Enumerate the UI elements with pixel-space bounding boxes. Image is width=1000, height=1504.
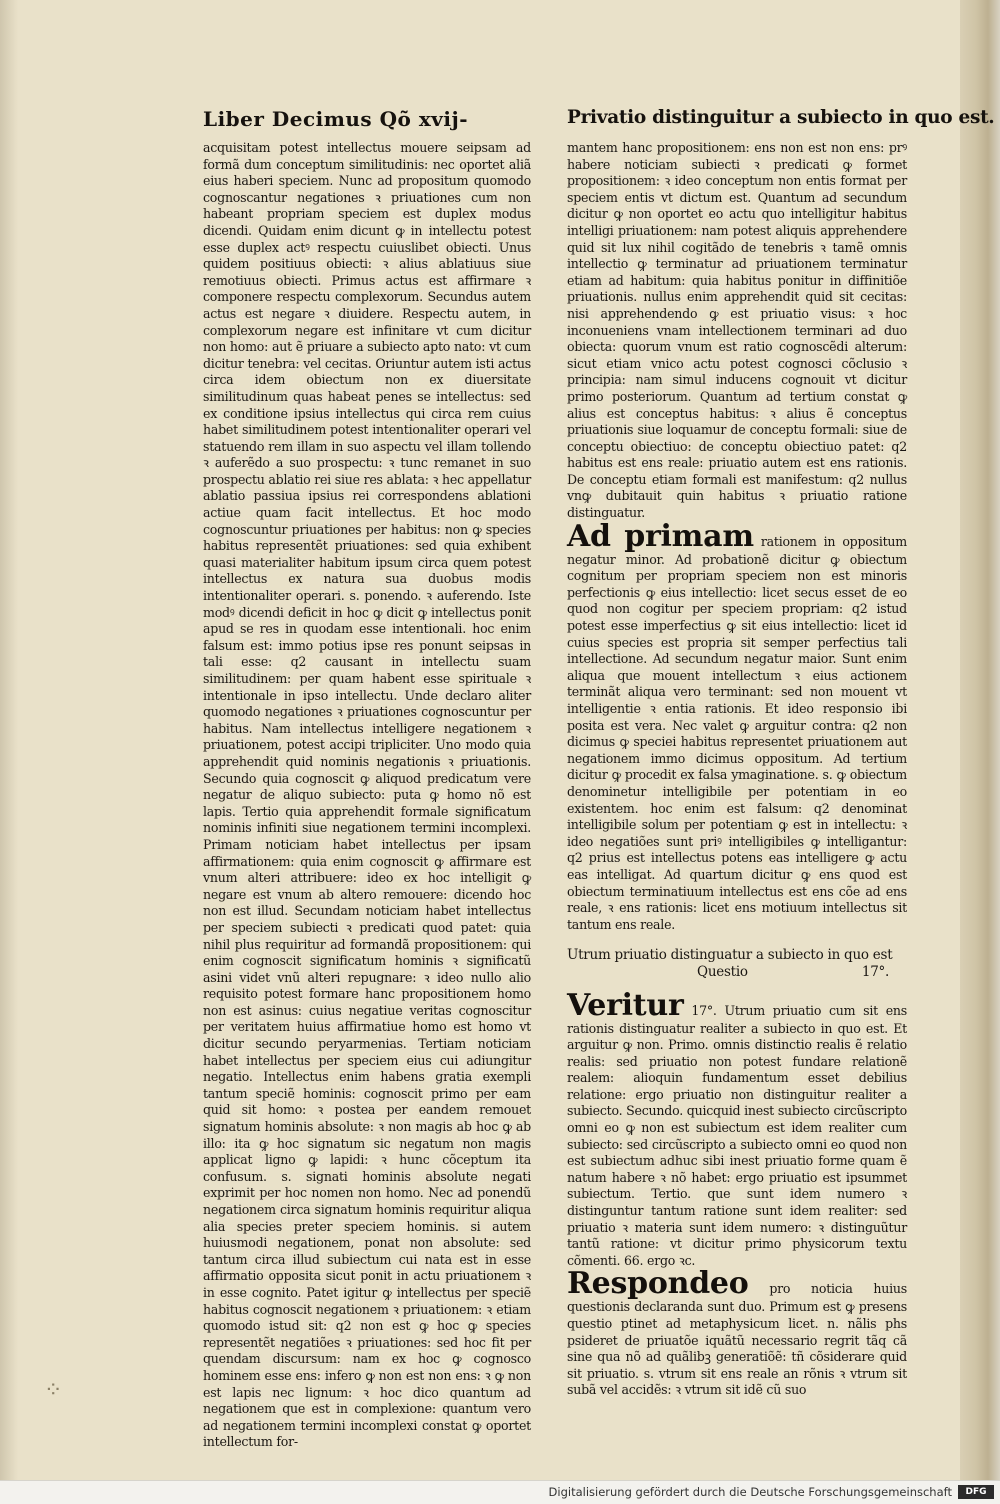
- ad-primam-paragraph: [567, 518, 907, 934]
- respondeo-paragraph: [567, 1266, 907, 1399]
- ad-primam-text: rationem in oppositum negatur minor. Ad probationẽ dicitur ꝙ obiectum cognitum per propriam speciem non est minoris perfectionis ꝙ eius intellectio: licet secus esset de eo quod non cogitur per speciem propriam: q2 istud potest esse imperfectius ꝙ sit eius intellectio: licet id cuius species est propria sit semper perfectius tali intellectione. Ad secundum negatur maior. Sunt enim aliqua que mouent intellectum ꝛ eius actionem terminãt aliqua vero terminant: sed non mouent vt intelligentie ꝛ entia rationis. Et ideo responsio ibi posita est vera. Nec valet ꝙ arguitur contra: q2 non dicimus ꝙ speciei habitus representet priuationem aut negationem immo dicimus oppositum. Ad tertium dicitur ꝙ procedit ex falsa ymaginatione. s. ꝙ obiectum denominetur intelligibile per potentiam in eo existentem. hoc enim est falsum: q2 denominat intelligibile solum per potentiam ꝙ est in intellectu: ꝛ ideo negatiões sunt priꝰ intelligibiles ꝙ intelligantur: q2 prius est intellectus potens eas intelligere ꝙ actu eas intelligat. Ad quartum dicitur ꝙ ens quod est obiectum terminatiuum intellectus est ens cõe ad ens reale, ꝛ ens rationis: licet ens motiuum intellectus sit tantum ens reale.: [567, 533, 907, 932]
- page-edge: [960, 0, 1000, 1480]
- respondeo-initial: Respondeo: [567, 1266, 749, 1302]
- ink-smudge: ⁘: [44, 1378, 63, 1403]
- footer-credit: Digitalisierung gefördert durch die Deutsche Forschungsgemeinschaft: [548, 1485, 952, 1499]
- question-label: Questio: [697, 963, 748, 980]
- veritur-paragraph: [567, 987, 907, 1270]
- question-number: 17°.: [861, 963, 890, 980]
- respondeo-text: pro noticia huius questionis declaranda sunt duo. Primum est ꝙ presens questio ptinet ad metaphysicum licet. n. nãlis phs psideret de priuatõe iquãtũ necessario regrit tãq cã sine qua nõ ad quãlibꝫ generatiõẽ: tñ cõsiderare quid sit priuatio. s. vtrum sit ens reale an rõnis ꝛ vtrum sit subã vel accidẽs: ꝛ vtrum sit idẽ cũ suo: [567, 1281, 907, 1398]
- left-text-column: [203, 140, 531, 1450]
- spine-shadow: [0, 0, 18, 1480]
- digitization-footer: [0, 1480, 1000, 1504]
- running-header-left: Liber Decimus Qõ xvij-: [203, 107, 469, 131]
- question-title: Utrum priuatio distinguatur a subiecto in quo est Questio 17°.: [567, 947, 893, 980]
- left-column-text: acquisitam potest intellectus mouere seipsam ad formã dum conceptum similitudinis: nec oportet aliã eius haberi speciem. Nunc ad propositum quomodo cognoscantur negationes ꝛ priuationes cum non habeant propriam speciem est duplex modus dicendi. Quidam enim dicunt ꝙ in intellectu potest esse duplex actꝰ respectu cuiuslibet obiecti. Unus quidem positiuus obiecti: ꝛ alius ablatiuus siue remotiuus obiecti. Primus actus est affirmare ꝛ componere respectu complexorum. Secundus autem actus est negare ꝛ diuidere. Respectu autem, in complexorum negare est infinitare vt cum dicitur non homo: aut ẽ priuare a subiecto apto nato: vt cum dicitur tenebra: vel cecitas. Oriuntur autem isti actus circa idem obiectum non ex diuersitate similitudinum quas habeat penes se intellectus: sed ex conditione ipsius intellectus qui circa rem cuius habet similitudinem potest intentionaliter operari vel statuendo rem illam in suo aspectu vel illam tollendo ꝛ auferẽdo a suo prospectu: ꝛ tunc remanet in suo prospectu ablatio rei siue res ablata: ꝛ hec appellatur ablatio passiua ipsius rei correspondens ablationi actiue quam facit intellectus. Et hoc modo cognoscuntur priuationes per habitus: non ꝙ species habitus representẽt priuationes: sed quia exhibent quasi materialiter habitum ipsum circa quem potest intellectus ex natura sua duobus modis intentionaliter operari. s. ponendo. ꝛ auferendo. Iste modꝰ dicendi deficit in hoc ꝙ dicit ꝙ intellectus ponit apud se res in quodam esse intentionali. hoc enim falsum est: immo potius ipse res ponunt seipsas in tali esse: q2 causant in intellectu suam similitudinem: per quam habent esse spirituale ꝛ intentionale in ipso intellectu. Unde declaro aliter quomodo negationes ꝛ priuationes cognoscuntur per habitus. Nam intellectus intelligere negationem ꝛ priuationem, potest accipi tripliciter. Uno modo quia apprehendit quid nominis negationis ꝛ priuationis. Secundo quia cognoscit ꝙ aliquod predicatum vere negatur de aliquo subiecto: puta ꝙ homo nõ est lapis. Tertio quia apprehendit formale significatum nominis infiniti siue negationem termini incomplexi. Primam noticiam habet intellectus per ipsam affirmationem: quia enim cognoscit ꝙ affirmare est vnum alteri attribuere: ideo ex hoc intelligit ꝙ negare est vnum ab altero remouere: dicendo hoc non est illud. Secundam noticiam habet intellectus per speciem subiecti ꝛ predicati quod patet: quia nihil plus requiritur ad formandã propositionem: qui enim cognoscit significatum hominis ꝛ significatũ asini videt vnũ alteri repugnare: ꝛ ideo nullo alio requisito potest formare hanc propositionem homo non est asinus: cuius negatiue veritas cognoscitur per veritatem huius affirmatiue homo est homo vt dicitur secundo peryarmenias. Tertiam noticiam habet intellectus per speciem eius cui adiungitur negatio. Intellectus enim habens gratia exempli tantum speciẽ hominis: cognoscit primo per eam quid sit homo: ꝛ postea per eandem remouet signatum hominis absolute: ꝛ non magis ab hoc ꝙ ab illo: ita ꝙ hoc signatum sic negatum non magis applicat ligno ꝙ lapidi: ꝛ hunc cõceptum ita confusum. s. signati hominis absolute negati exprimit per hoc nomen non homo. Nec ad ponendũ negationem circa signatum hominis requiritur aliqua alia species preter speciem hominis. si autem huiusmodi negationem, ponat non absolute: sed tantum circa illud subiectum cui nata est in esse affirmatio opposita sicut ponit in actu priuationem ꝛ in esse cognito. Patet igitur ꝙ intellectus per speciẽ habitus cognoscit negationem ꝛ priuationem: ꝛ etiam quomodo istud sit: q2 non est ꝙ hoc ꝙ species representẽt negatiões ꝛ priuationes: sed hoc fit per quendam discursum: nam ex hoc ꝙ cognosco hominem esse ens: infero ꝙ non est non ens: ꝛ ꝙ non est lapis nec lignum: ꝛ hoc dico quantum ad negationem que est in complexione: quantum vero ad negationem termini incomplexi constat ꝙ oportet intellectum for-: [203, 140, 531, 1450]
- veritur-initial: Veritur: [567, 987, 684, 1023]
- dfg-logo: DFG: [958, 1485, 994, 1499]
- right-text-column: [567, 140, 907, 1398]
- right-paragraph-1: mantem hanc propositionem: ens non est non ens: prꝰ habere noticiam subiecti ꝛ predicati ꝙ formet propositionem: ꝛ ideo conceptum non entis format per speciem entis vt dictum est. Quantum ad secundum dicitur ꝙ non oportet eo actu quo intelligitur habitus intelligi priuationem: nam potest aliquis apprehendere quid sit lux nihil cogitãdo de tenebris ꝛ tamẽ omnis intellectio ꝙ terminatur ad priuationem terminatur etiam ad habitum: quia habitus ponitur in diffinitiõe priuationis. nullus enim apprehendit quid sit cecitas: nisi apprehendendo ꝙ est priuatio visus: ꝛ hoc inconueniens vnam intellectionem terminari ad duo obiecta: quorum vnum est ratio cognoscẽdi alterum: sicut etiam vnico actu potest cognosci cõclusio ꝛ principia: nam simul inducens cognouit vt dicitur primo posteriorum. Quantum ad tertium constat ꝙ alius est conceptus habitus: ꝛ alius ẽ conceptus priuationis siue loquamur de conceptu formali: siue de conceptu obiectiuo: de conceptu obiectiuo patet: q2 habitus est ens reale: priuatio autem est ens rationis. De conceptu etiam formali est manifestum: q2 nullus vnꝙ dubitauit quin habitus ꝛ priuatio ratione distinguatur.: [567, 140, 907, 521]
- veritur-text: 17°. Utrum priuatio cum sit ens rationis distinguatur realiter a subiecto in quo est. Et arguitur ꝙ non. Primo. omnis distinctio realis ẽ relatio realis: sed priuatio non potest fundare relationẽ realem: alioquin fundamentum esset debilius relatione: ergo priuatio non distinguitur realiter a subiecto. Secundo. quicquid inest subiecto circũscripto omni eo ꝙ non est subiectum est idem realiter cum subiecto: sed circũscripto a subiecto omni eo quod non est subiectum adhuc sibi inest priuatio forme quam ẽ natum habere ꝛ nõ habet: ergo priuatio est ipsummet subiectum. Tertio. que sunt idem numero ꝛ distinguntur tantum ratione sunt idem realiter: sed priuatio ꝛ materia sunt idem numero: ꝛ distinguũtur tantũ ratione: vt dicitur primo physicorum textu cõmenti. 66. ergo ꝛc.: [567, 1002, 907, 1268]
- ad-primam-initial: Ad primam: [567, 518, 754, 554]
- running-header-right: Privatio distinguitur a subiecto in quo est.: [567, 107, 995, 128]
